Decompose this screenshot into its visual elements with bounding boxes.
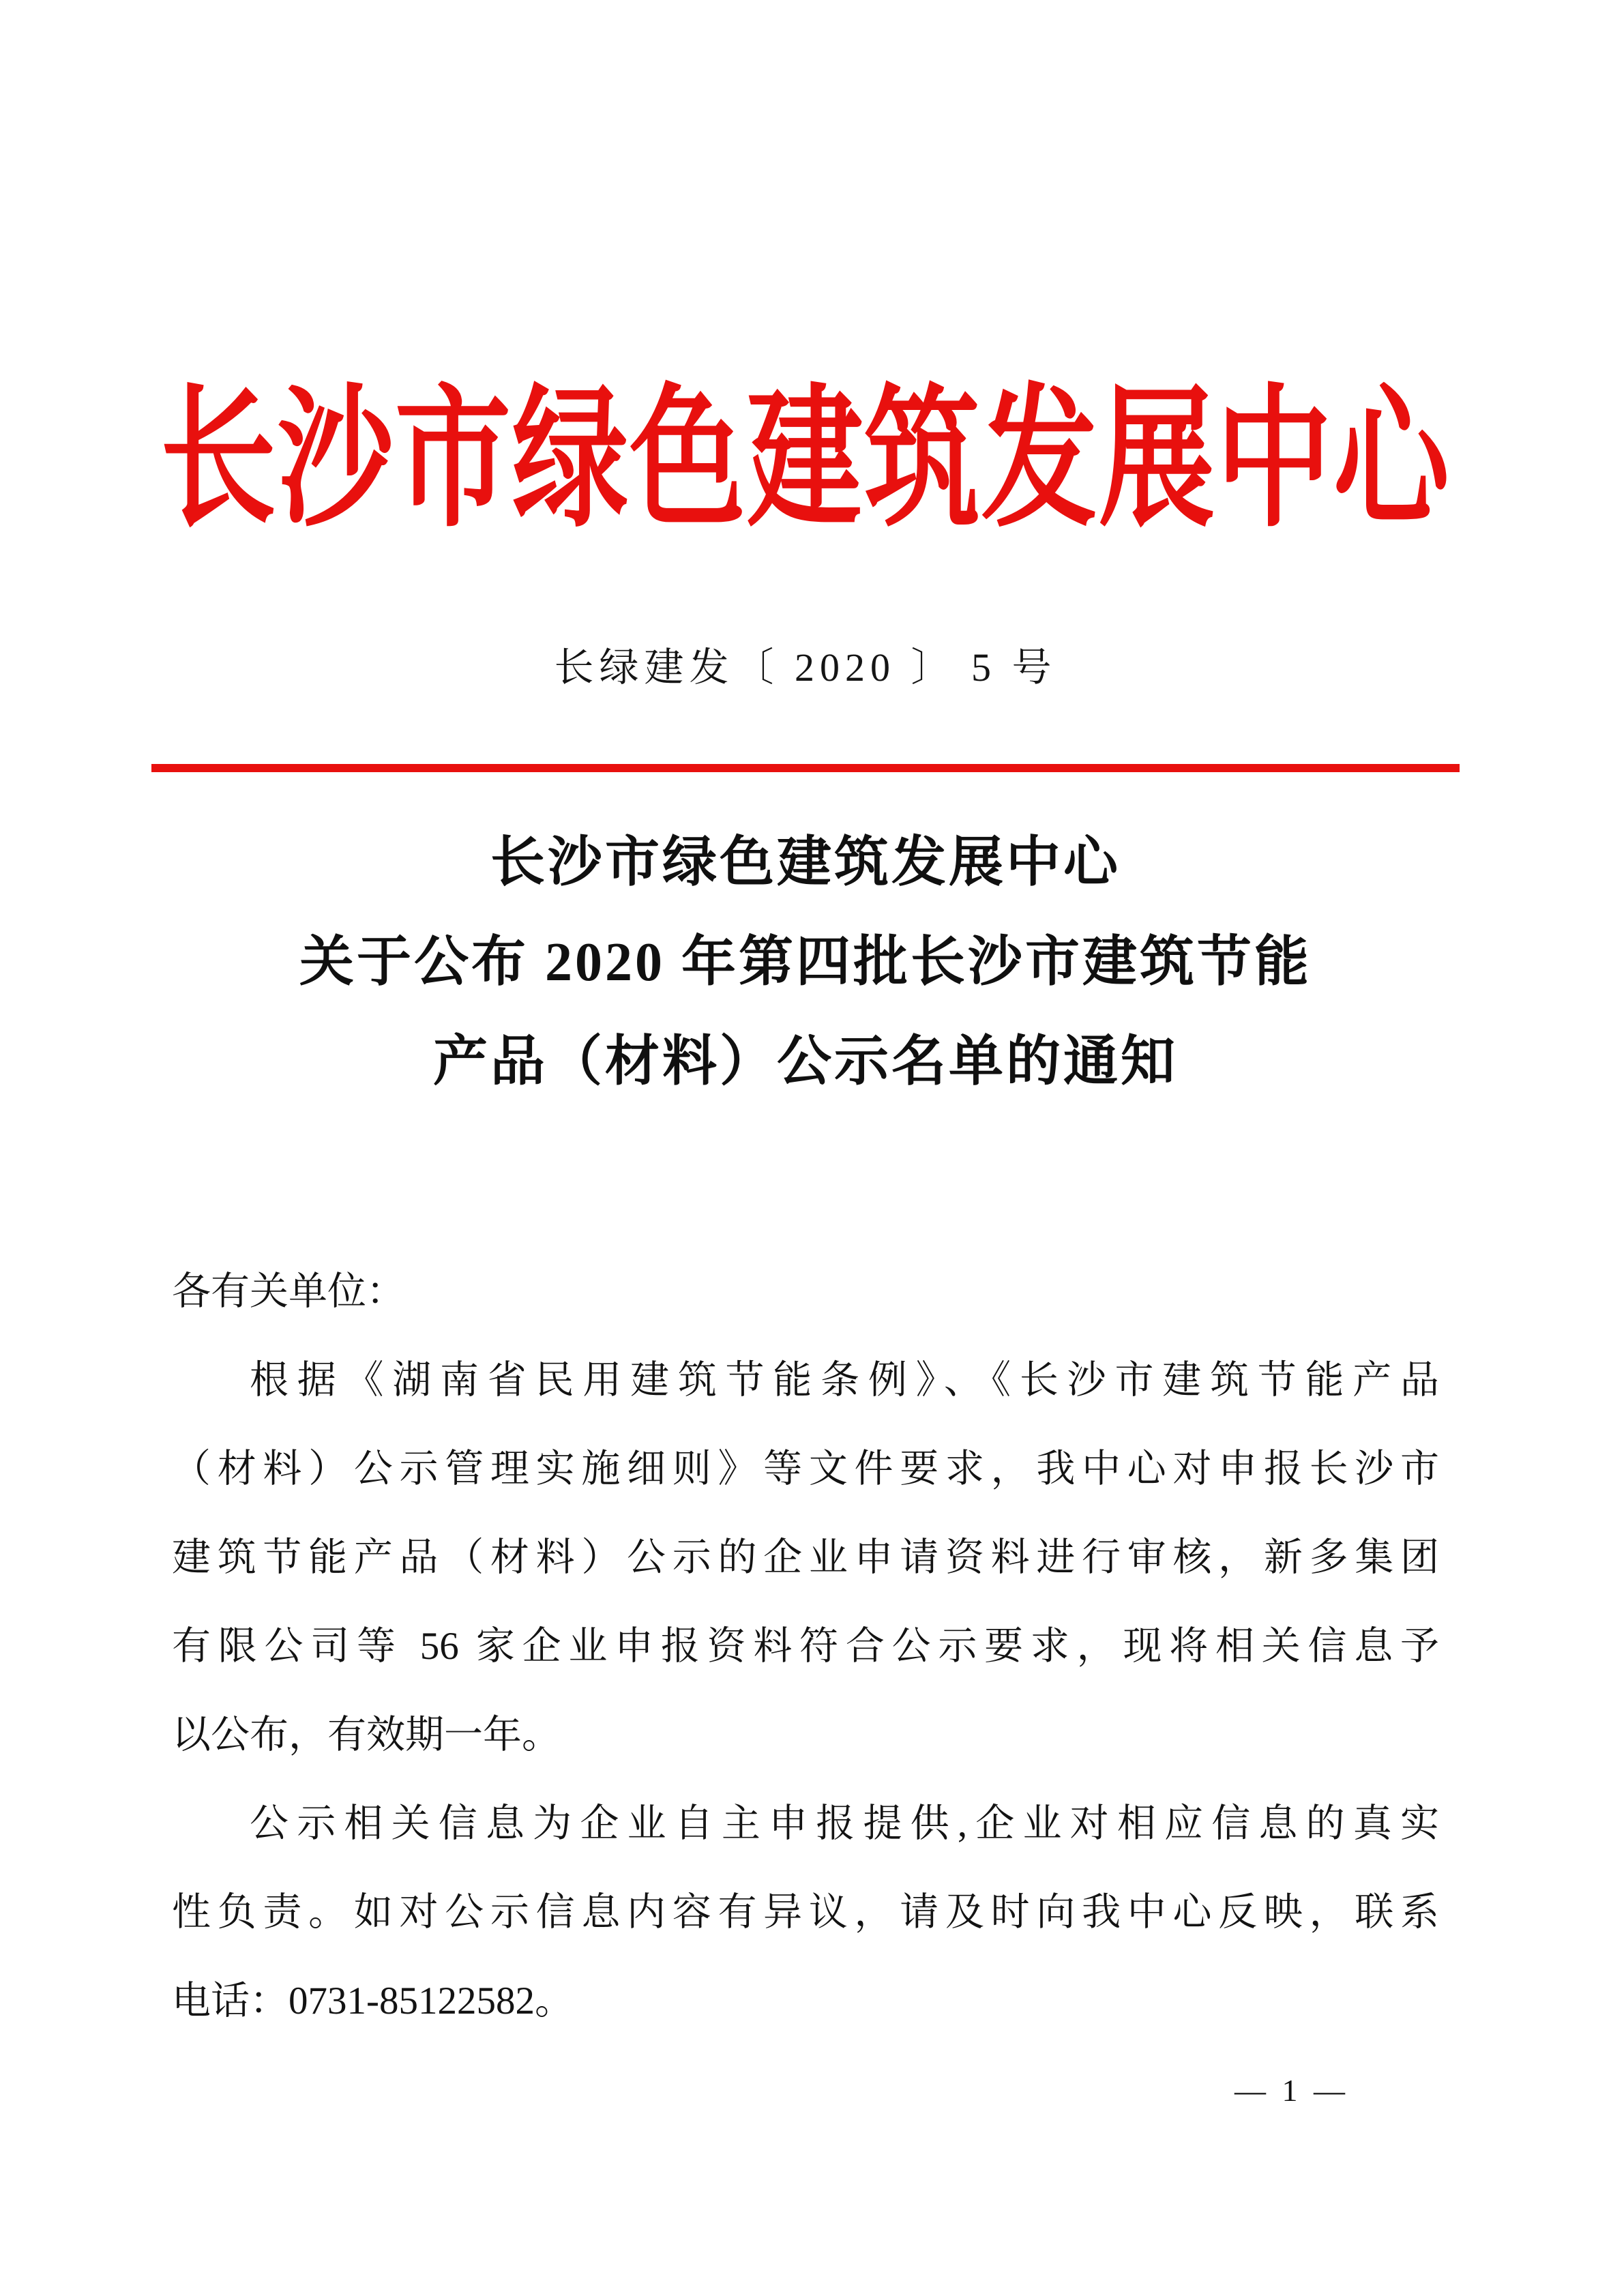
body-line: 公示相关信息为企业自主申报提供,企业对相应信息的真实 bbox=[250, 1802, 1439, 1845]
title-line-3: 产品（材料）公示名单的通知 bbox=[433, 1032, 1178, 1092]
title-line-2: 关于公布 2020 年第四批长沙市建筑节能 bbox=[299, 932, 1312, 992]
body-line: 建筑节能产品（材料）公示的企业申请资料进行审核，新多集团 bbox=[172, 1536, 1439, 1579]
document-title bbox=[0, 813, 1611, 1112]
title-line-1: 长沙市绿色建筑发展中心 bbox=[490, 833, 1121, 893]
body-line: 电话：0731-85122582。 bbox=[172, 1979, 574, 2022]
body-line: 性负责。如对公示信息内容有异议，请及时向我中心反映，联系 bbox=[172, 1891, 1439, 1934]
body-line: 以公布，有效期一年。 bbox=[172, 1713, 561, 1756]
document-body bbox=[172, 1248, 1439, 2046]
organization-title: 长沙市绿色建筑发展中心 bbox=[160, 375, 1451, 546]
red-divider-rule bbox=[151, 764, 1460, 772]
body-line: （材料）公示管理实施细则》等文件要求，我中心对申报长沙市 bbox=[172, 1447, 1439, 1490]
page-footer bbox=[0, 2070, 1611, 2111]
page-number: — 1 — bbox=[1235, 2073, 1349, 2108]
document-reference-number: 长绿建发〔 2020 〕 5 号 bbox=[554, 645, 1057, 690]
body-line: 有限公司等 56 家企业申报资料符合公示要求，现将相关信息予 bbox=[172, 1625, 1439, 1668]
salutation: 各有关单位： bbox=[172, 1270, 405, 1313]
body-line: 根据《湖南省民用建筑节能条例》、《长沙市建筑节能产品 bbox=[250, 1359, 1439, 1402]
letterhead bbox=[0, 375, 1611, 772]
